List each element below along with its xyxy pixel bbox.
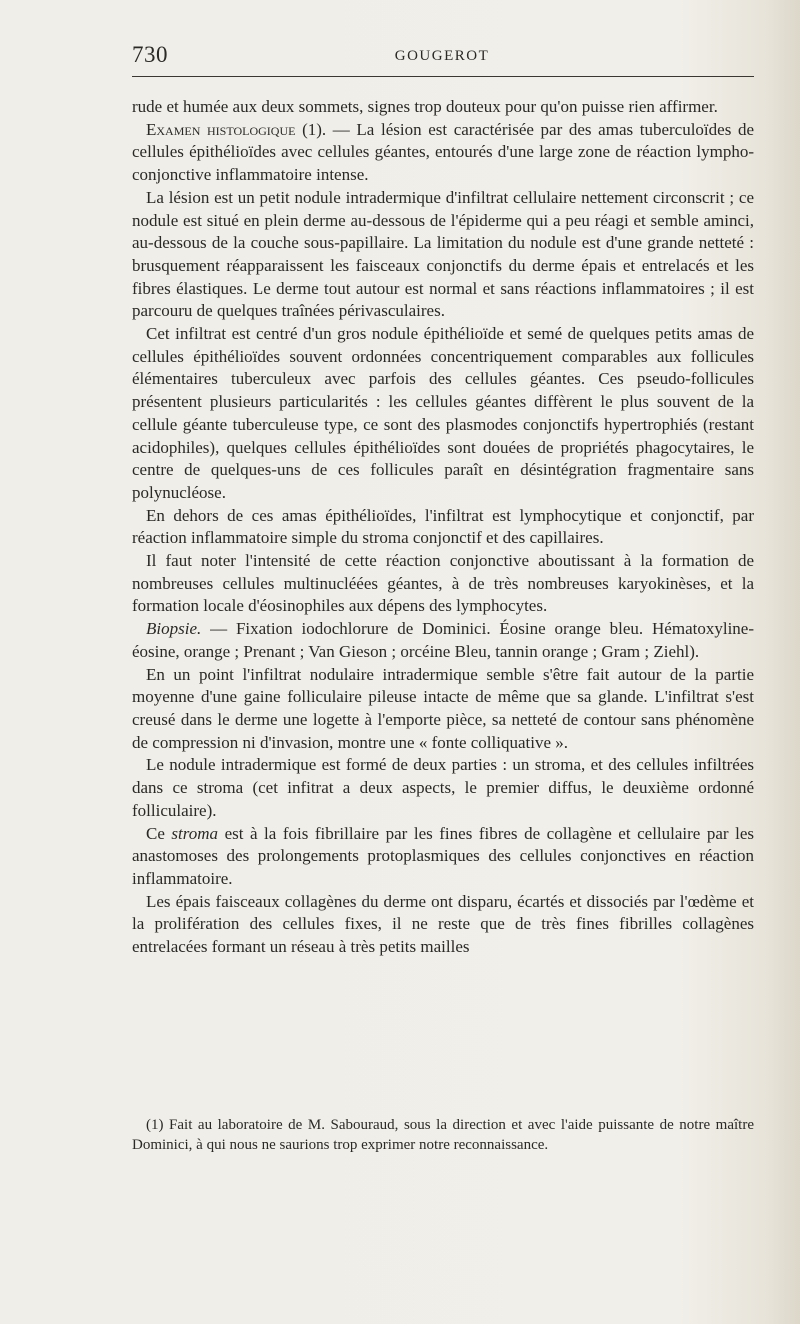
paragraph-text: est à la fois fibrillaire par les fines fibres de collagène et cellulaire par les anastomoses des prolongements protoplasmiques des cellules conjonctives en réaction inflammatoire. xyxy=(132,823,754,888)
run-in-heading: Biopsie. xyxy=(146,619,202,639)
footnote-text: (1) Fait au laboratoire de M. Sabouraud, sous la direction et avec l'aide puissante de notre maître Dominici, à qui nous ne saurions trop exprimer notre reconnaissance. xyxy=(132,1117,754,1153)
section-heading: Examen histologique xyxy=(146,119,296,139)
paragraph xyxy=(132,823,754,891)
emphasis: stroma xyxy=(171,823,219,843)
paragraph: Le nodule intradermique est formé de deux parties : un stroma, et des cellules infiltrées dans ce stroma (cet infitrat a deux aspects, le premier diffus, le deuxième ordonné folliculaire). xyxy=(132,755,754,820)
paragraph: Cet infiltrat est centré d'un gros nodule épithélioïde et semé de quelques petits amas de cellules épithélioïdes souvent ordonnées concentriquement comparables aux follicules élémentaires tuberculeux avec parfois des cellules géantes. Ces pseudo-follicules présentent plusieurs particularités : les cellules géantes diffèrent le plus souvent de la cellule géante tuberculeuse type, ce sont des plasmodes conjonctifs hypertrophiés (restant acidophiles), quelques cellules épithélioïdes sont douées de propriétés phagocytaires, le centre de quelques-uns de ces follicules paraît en désintégration fragmentaire sans polynucléose. xyxy=(132,324,754,502)
paragraph: Les épais faisceaux collagènes du derme ont disparu, écartés et dissociés par l'œdème et la prolifération des cellules fixes, il ne reste que de très fines fibrilles collagènes entrelacées formant un réseau à très petits mailles xyxy=(132,891,754,957)
running-head: GOUGEROT xyxy=(394,48,490,64)
paragraph: La lésion est un petit nodule intradermique d'infiltrat cellulaire nettement circonscrit ; ce nodule est situé en plein derme au-dessous de l'épiderme qui a peu réagi et semble aminci, au-dessous de la couche sous-papillaire. La limitation du nodule est d'une grande netteté : brusquement réapparaissent les faisceaux conjonctifs du derme épais et entrelacés et les fibres élastiques. Le derme tout autour est normal et sans réactions inflammatoires ; il est parcouru de quelques traînées périvasculaires. xyxy=(132,187,754,321)
header-rule xyxy=(132,76,754,77)
paragraph: En dehors de ces amas épithélioïdes, l'infiltrat est lymphocytique et conjonctif, par réaction inflammatoire simple du stroma conjonctif et des capillaires. xyxy=(132,505,754,548)
footnote xyxy=(132,1116,754,1155)
paragraph: En un point l'infiltrat nodulaire intradermique semble s'être fait autour de la partie moyenne d'une gaine folliculaire pileuse intacte de même que sa glande. L'infiltrat s'est creusé dans le derme une logette à l'emporte pièce, sa netteté de contour sans phénomène de compression ni d'invasion, montre une « fonte colliquative ». xyxy=(132,664,754,752)
paragraph: Il faut noter l'intensité de cette réaction conjonctive aboutissant à la formation de nombreuses cellules multinucléées géantes, à de très nombreuses karyokinèses, et la formation locale d'éosinophiles aux dépens des lymphocytes. xyxy=(132,551,754,616)
paragraph-text: Ce xyxy=(146,823,172,843)
paragraph-text: — Fixation iodochlorure de Dominici. Éosine orange bleu. Hématoxyline-éosine, orange ; Prenant ; Van Gieson ; orcéine Bleu, tannin orange ; Gram ; Ziehl). xyxy=(132,619,754,661)
paragraph xyxy=(132,119,754,187)
paragraph xyxy=(132,618,754,663)
page-header xyxy=(132,42,752,72)
paragraph: rude et humée aux deux sommets, signes trop douteux pour qu'on puisse rien affirmer. xyxy=(132,97,718,116)
paragraph-text: (1). — La lésion est caractérisée par des amas tuberculoïdes de cellules épithélioïdes avec cellules géantes, entourés d'une large zone de réaction lympho-conjonctive inflammatoire intense. xyxy=(132,119,754,185)
body-text xyxy=(132,96,754,959)
page-number: 730 xyxy=(132,42,168,67)
